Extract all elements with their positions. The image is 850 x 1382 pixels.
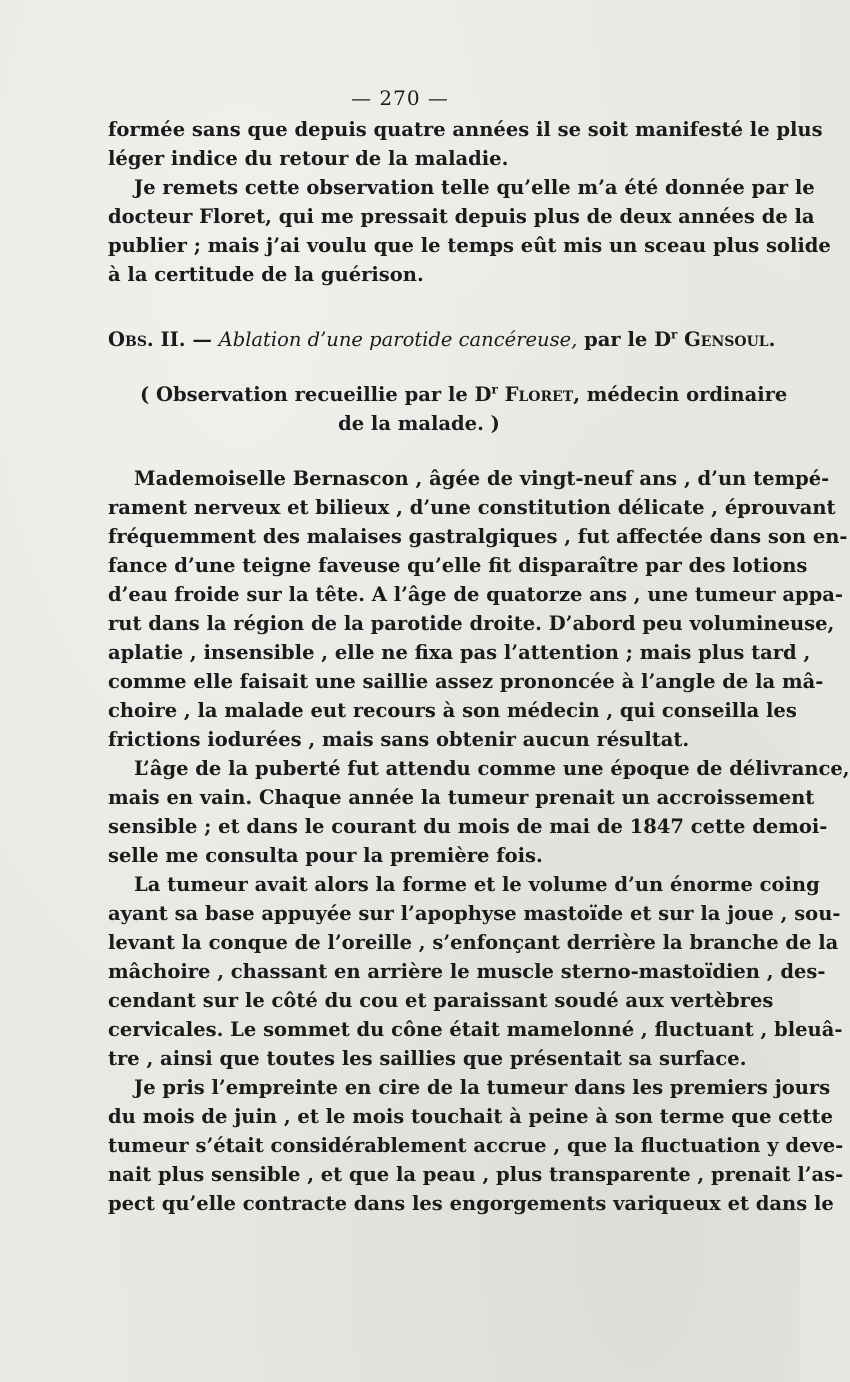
text-line: mais en vain. Chaque année la tumeur prenait un accroissement — [108, 786, 815, 809]
text-line: pect qu’elle contracte dans les engorgements variqueux et dans le — [108, 1192, 834, 1215]
text-line: rament nerveux et bilieux , d’une constitution délicate , éprouvant — [108, 496, 836, 519]
text-line: L’âge de la puberté fut attendu comme une époque de délivrance, — [134, 757, 850, 780]
credit-sup: r — [491, 382, 498, 397]
obs-label: Obs. II. — — [108, 328, 212, 351]
text-line: tumeur s’était considérablement accrue , que la fluctuation y deve- — [108, 1134, 844, 1157]
observation-heading — [108, 325, 776, 354]
text-line: publier ; mais j’ai voulu que le temps eût mis un sceau plus solide — [108, 234, 831, 257]
text-line: tre , ainsi que toutes les saillies que présentait sa surface. — [108, 1047, 747, 1070]
credit-line — [140, 380, 788, 409]
text-line: du mois de juin , et le mois touchait à peine à son terme que cette — [108, 1105, 833, 1128]
text-line: léger indice du retour de la maladie. — [108, 147, 509, 170]
obs-author: Gensoul. — [684, 328, 776, 351]
text-line: mâchoire , chassant en arrière le muscle sterno-mastoïdien , des- — [108, 960, 826, 983]
text-line: à la certitude de la guérison. — [108, 263, 424, 286]
text-line: nait plus sensible , et que la peau , plus transparente , prenait l’as- — [108, 1163, 844, 1186]
text-line: rut dans la région de la parotide droite. D’abord peu volumineuse, — [108, 612, 835, 635]
credit-a: ( Observation recueillie par le D — [140, 383, 492, 406]
text-line: fréquemment des malaises gastralgiques , fut affectée dans son en- — [108, 525, 848, 548]
text-line: Je pris l’empreinte en cire de la tumeur dans les premiers jours — [134, 1076, 831, 1099]
text-line: formée sans que depuis quatre années il se soit manifesté le plus — [108, 118, 823, 141]
text-line: La tumeur avait alors la forme et le volume d’un énorme coing — [134, 873, 820, 896]
text-line: Mademoiselle Bernascon , âgée de vingt-neuf ans , d’un tempé- — [134, 467, 830, 490]
page-number: — 270 — — [351, 86, 449, 110]
text-line: cendant sur le côté du cou et paraissant soudé aux vertèbres — [108, 989, 774, 1012]
text-line: Je remets cette observation telle qu’elle m’a été donnée par le — [134, 176, 815, 199]
observation-credit — [108, 380, 788, 438]
text-line: selle me consulta pour la première fois. — [108, 844, 543, 867]
text-line: aplatie , insensible , elle ne fixa pas l’attention ; mais plus tard , — [108, 641, 811, 664]
text-line: d’eau froide sur la tête. A l’âge de quatorze ans , une tumeur appa- — [108, 583, 844, 606]
text-line: comme elle faisait une saillie assez prononcée à l’angle de la mâ- — [108, 670, 824, 693]
credit-line: de la malade. ) — [338, 412, 500, 435]
text-line: cervicales. Le sommet du cône était mamelonné , fluctuant , bleuâ- — [108, 1018, 843, 1041]
obs-par: par le D — [584, 328, 672, 351]
credit-b: , médecin ordinaire — [573, 383, 788, 406]
text-line: docteur Floret, qui me pressait depuis plus de deux années de la — [108, 205, 815, 228]
page-text — [108, 115, 850, 1218]
obs-sup: r — [671, 327, 678, 342]
text-line: frictions iodurées , mais sans obtenir aucun résultat. — [108, 728, 690, 751]
text-line: fance d’une teigne faveuse qu’elle fit disparaître par des lotions — [108, 554, 808, 577]
credit-name: Floret — [504, 383, 574, 406]
text-line: levant la conque de l’oreille , s’enfonçant derrière la branche de la — [108, 931, 839, 954]
text-line: sensible ; et dans le courant du mois de mai de 1847 cette demoi- — [108, 815, 828, 838]
obs-title: Ablation d’une parotide cancéreuse, — [218, 328, 578, 351]
text-line: ayant sa base appuyée sur l’apophyse mastoïde et sur la joue , sou- — [108, 902, 841, 925]
text-line: choire , la malade eut recours à son médecin , qui conseilla les — [108, 699, 797, 722]
